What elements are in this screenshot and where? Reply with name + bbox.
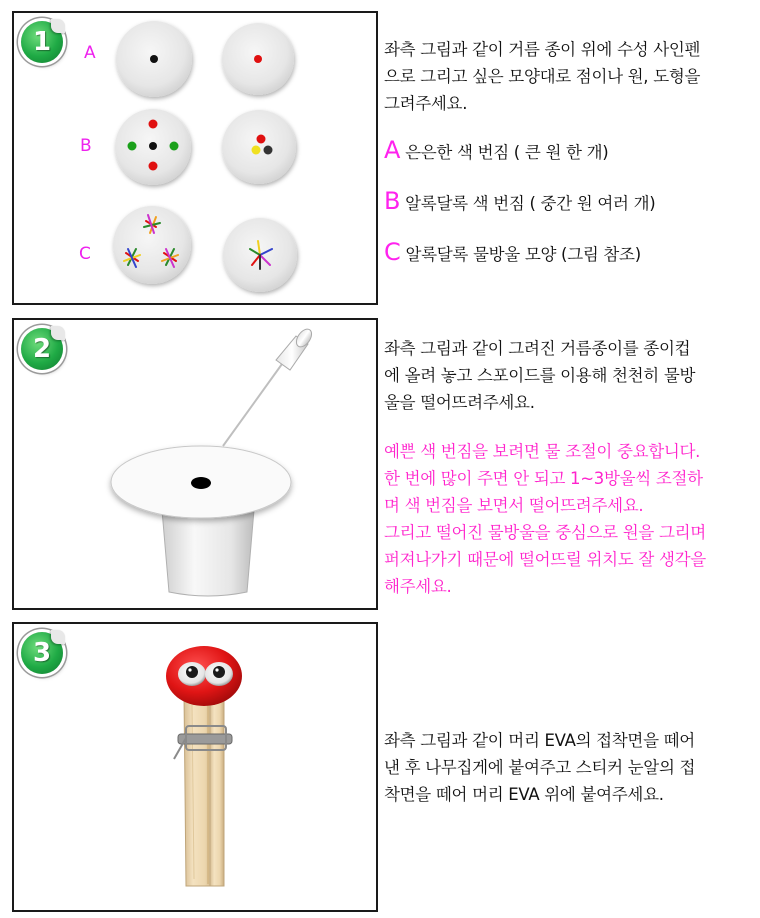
step-3-text: 좌측 그림과 같이 머리 EVA의 접착면을 떼어 낸 후 나무집게에 붙여주고 스티커 눈알의 접 착면을 떼어 머리 EVA 위에 붙여주세요. <box>384 731 696 804</box>
filter-paper-samples <box>14 13 376 303</box>
paper-cup <box>162 510 254 596</box>
row-label-a: A <box>84 43 96 63</box>
option-a: A 은은한 색 번짐 ( 큰 원 한 개) <box>384 136 609 164</box>
row-label-c: C <box>79 244 91 264</box>
step-3-instructions <box>384 727 756 808</box>
wooden-clothespin <box>174 694 232 886</box>
step-2-badge: 2 <box>21 328 63 370</box>
paper-disc-c-left <box>113 206 191 284</box>
step-1-instructions <box>384 36 756 268</box>
paper-disc-a-left <box>116 21 192 97</box>
clothespin-character <box>14 624 376 910</box>
paper-disc-c-right <box>223 218 297 292</box>
paper-disc-b-left <box>115 109 191 185</box>
ink-dot <box>191 477 211 489</box>
option-c: C 알록달록 물방울 모양 (그림 참조) <box>384 238 641 266</box>
step-3-badge: 3 <box>21 632 63 674</box>
option-b: B 알록달록 색 번짐 ( 중간 원 여러 개) <box>384 187 656 215</box>
step-1-text: 좌측 그림과 같이 거름 종이 위에 수성 사인펜 으로 그리고 싶은 모양대로 점이나 원, 도형을 그려주세요. <box>384 40 701 113</box>
step-2-text: 좌측 그림과 같이 그려진 거름종이를 종이컵 에 올려 놓고 스포이드를 이용해 천천히 물방 울을 떨어뜨려주세요. <box>384 339 696 412</box>
step-1-illustration <box>12 11 378 305</box>
step-2-note: 예쁜 색 번짐을 보려면 물 조절이 중요합니다. 한 번에 많이 주면 안 되고 1~3방울씩 조절하 며 색 번짐을 보면서 떨어뜨려주세요. 그리고 떨어진 물방울을 중심으로 원을 그리며 퍼져나가기 때문에 떨어뜨릴 위치도 잘 생각을 해주세요. <box>384 442 706 596</box>
step-2-instructions <box>384 335 756 600</box>
paper-disc-a-right <box>222 23 294 95</box>
row-label-b: B <box>80 136 92 156</box>
eva-head <box>166 646 242 706</box>
paper-disc-b-right <box>222 110 296 184</box>
step-3-illustration <box>12 622 378 912</box>
cup-and-dropper <box>14 320 376 608</box>
step-2-illustration <box>12 318 378 610</box>
step-1-badge: 1 <box>21 21 63 63</box>
dropper-icon <box>223 326 315 446</box>
